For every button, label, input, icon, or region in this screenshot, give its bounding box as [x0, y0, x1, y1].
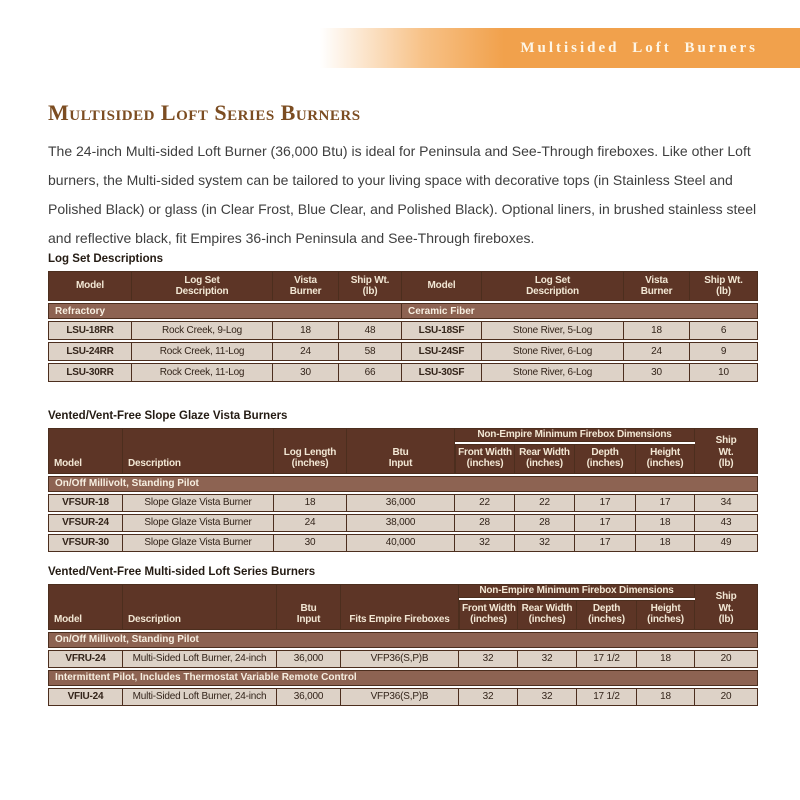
- model-cell: VFSUR-18: [48, 494, 123, 512]
- cell: 18: [637, 688, 695, 706]
- cell: Stone River, 6-Log: [482, 342, 624, 361]
- model-cell: VFRU-24: [48, 650, 123, 668]
- table-row: [48, 650, 758, 668]
- cell: LSU-24SF: [402, 342, 482, 361]
- header-row: [48, 271, 758, 301]
- column-header: Height (inches): [637, 600, 695, 630]
- cell: 20: [695, 650, 758, 668]
- log-set-descriptions-table: [48, 269, 758, 384]
- cell: 32: [459, 688, 518, 706]
- cell: 18: [273, 321, 339, 340]
- model-cell: VFSUR-30: [48, 534, 123, 552]
- cell: LSU-18SF: [402, 321, 482, 340]
- table-title: Vented/Vent-Free Multi-sided Loft Series Burners: [48, 566, 316, 578]
- cell: 30: [624, 363, 690, 382]
- slope-glaze-vista-burners-section: [48, 410, 758, 554]
- table-row: [48, 514, 758, 532]
- cell: Multi-Sided Loft Burner, 24-inch: [123, 650, 277, 668]
- cell: 36,000: [277, 650, 341, 668]
- column-header: Non-Empire Minimum Firebox Dimensions: [455, 428, 695, 442]
- multi-sided-loft-series-burners-section: [48, 566, 758, 708]
- column-header: Front Width (inches): [455, 444, 515, 474]
- intro-paragraph: The 24-inch Multi-sided Loft Burner (36,000 Btu) is ideal for Peninsula and See-Through fireboxes. Like other Loft burners, the Multi-sided system can be tailored to your living space with decorative tops (in Stainless Steel and Polished Black) or glass (in Clear Frost, Blue Clear, and Polished Black). Optional liners, in brushed stainless steel and reflective black, fit Empires 36-inch Peninsula and See-Through fireboxes.: [48, 143, 757, 246]
- table-row: [48, 688, 758, 706]
- cell: 28: [455, 514, 515, 532]
- cell: Slope Glaze Vista Burner: [123, 514, 274, 532]
- column-header: Btu Input: [347, 428, 455, 474]
- cell: 58: [339, 342, 402, 361]
- column-header: Vista Burner: [273, 271, 339, 301]
- cell: 20: [695, 688, 758, 706]
- category-band-row: [48, 476, 758, 492]
- column-header: Description: [123, 428, 274, 474]
- model-cell: LSU-30RR: [48, 363, 132, 382]
- category-band-label: On/Off Millivolt, Standing Pilot: [48, 632, 758, 648]
- cell: 17: [575, 494, 636, 512]
- column-header: Ship Wt. (lb): [690, 271, 758, 301]
- column-header: Vista Burner: [624, 271, 690, 301]
- cell: 18: [274, 494, 347, 512]
- cell: 40,000: [347, 534, 455, 552]
- cell: 18: [636, 514, 695, 532]
- cell: 18: [636, 534, 695, 552]
- cell: 32: [455, 534, 515, 552]
- cell: 17 1/2: [577, 650, 637, 668]
- cell: 17: [575, 534, 636, 552]
- cell: 22: [455, 494, 515, 512]
- cell: Rock Creek, 9-Log: [132, 321, 273, 340]
- table-title: Vented/Vent-Free Slope Glaze Vista Burners: [48, 410, 288, 422]
- column-header: Model: [48, 584, 123, 630]
- slope-glaze-vista-burners-table: [48, 426, 758, 554]
- column-header: Description: [123, 584, 277, 630]
- column-header: Depth (inches): [577, 600, 637, 630]
- cell: 34: [695, 494, 758, 512]
- cell: 38,000: [347, 514, 455, 532]
- model-cell: LSU-18RR: [48, 321, 132, 340]
- cell: 66: [339, 363, 402, 382]
- cell: Multi-Sided Loft Burner, 24-inch: [123, 688, 277, 706]
- cell: 28: [515, 514, 575, 532]
- column-header: Model: [48, 428, 123, 474]
- cell: 32: [518, 688, 577, 706]
- cell: 49: [695, 534, 758, 552]
- column-header: Ship Wt. (lb): [339, 271, 402, 301]
- table-row: [48, 494, 758, 512]
- category-band-label: Refractory: [48, 303, 402, 319]
- column-header: Ship Wt. (lb): [695, 584, 758, 630]
- cell: 24: [624, 342, 690, 361]
- multi-sided-loft-series-burners-table: [48, 582, 758, 708]
- cell: 48: [339, 321, 402, 340]
- cell: Rock Creek, 11-Log: [132, 363, 273, 382]
- cell: 24: [274, 514, 347, 532]
- cell: 6: [690, 321, 758, 340]
- cell: 30: [273, 363, 339, 382]
- column-header: Rear Width (inches): [515, 444, 575, 474]
- cell: Stone River, 5-Log: [482, 321, 624, 340]
- column-header: Model: [48, 271, 132, 301]
- table-row: [48, 534, 758, 552]
- cell: LSU-30SF: [402, 363, 482, 382]
- column-header: Log Set Description: [482, 271, 624, 301]
- table-title: Log Set Descriptions: [48, 253, 164, 265]
- cell: 22: [515, 494, 575, 512]
- cell: 32: [518, 650, 577, 668]
- cell: 30: [274, 534, 347, 552]
- page-banner: [0, 28, 800, 68]
- category-band-row: [48, 303, 758, 319]
- column-header: Rear Width (inches): [518, 600, 577, 630]
- category-band-label: Intermittent Pilot, Includes Thermostat Variable Remote Control: [48, 670, 758, 686]
- column-header: Depth (inches): [575, 444, 636, 474]
- category-band-row: [48, 670, 758, 686]
- column-header: Front Width (inches): [459, 600, 518, 630]
- category-band-label: On/Off Millivolt, Standing Pilot: [48, 476, 758, 492]
- column-header: Btu Input: [277, 584, 341, 630]
- cell: 24: [273, 342, 339, 361]
- slope-glaze-vista-burners-table-host: [48, 426, 758, 554]
- cell: 36,000: [277, 688, 341, 706]
- column-header: Ship Wt. (lb): [695, 428, 758, 474]
- column-header: Fits Empire Fireboxes: [341, 584, 459, 630]
- cell: 17 1/2: [577, 688, 637, 706]
- log-set-descriptions-table-host: [48, 269, 758, 384]
- column-header: Height (inches): [636, 444, 695, 474]
- model-cell: VFSUR-24: [48, 514, 123, 532]
- category-band-row: [48, 632, 758, 648]
- column-header: Non-Empire Minimum Firebox Dimensions: [459, 584, 695, 598]
- cell: 17: [575, 514, 636, 532]
- column-header: Log Length (inches): [274, 428, 347, 474]
- table-row: [48, 363, 758, 382]
- log-set-descriptions-section: [48, 253, 758, 384]
- cell: 17: [636, 494, 695, 512]
- header-row: [48, 584, 758, 598]
- cell: VFP36(S,P)B: [341, 688, 459, 706]
- column-header: Model: [402, 271, 482, 301]
- header-row: [48, 428, 758, 442]
- column-header: Log Set Description: [132, 271, 273, 301]
- cell: Stone River, 6-Log: [482, 363, 624, 382]
- multi-sided-loft-series-burners-table-host: [48, 582, 758, 708]
- cell: 10: [690, 363, 758, 382]
- model-cell: LSU-24RR: [48, 342, 132, 361]
- cell: 36,000: [347, 494, 455, 512]
- cell: 43: [695, 514, 758, 532]
- cell: Slope Glaze Vista Burner: [123, 494, 274, 512]
- banner-title: Multisided Loft Burners: [520, 39, 758, 56]
- cell: 32: [515, 534, 575, 552]
- model-cell: VFIU-24: [48, 688, 123, 706]
- cell: VFP36(S,P)B: [341, 650, 459, 668]
- cell: Rock Creek, 11-Log: [132, 342, 273, 361]
- cell: 18: [637, 650, 695, 668]
- table-row: [48, 342, 758, 361]
- table-row: [48, 321, 758, 340]
- cell: 32: [459, 650, 518, 668]
- cell: 9: [690, 342, 758, 361]
- category-band-label: Ceramic Fiber: [402, 303, 758, 319]
- cell: Slope Glaze Vista Burner: [123, 534, 274, 552]
- page-title: Multisided Loft Series Burners: [48, 100, 361, 125]
- cell: 18: [624, 321, 690, 340]
